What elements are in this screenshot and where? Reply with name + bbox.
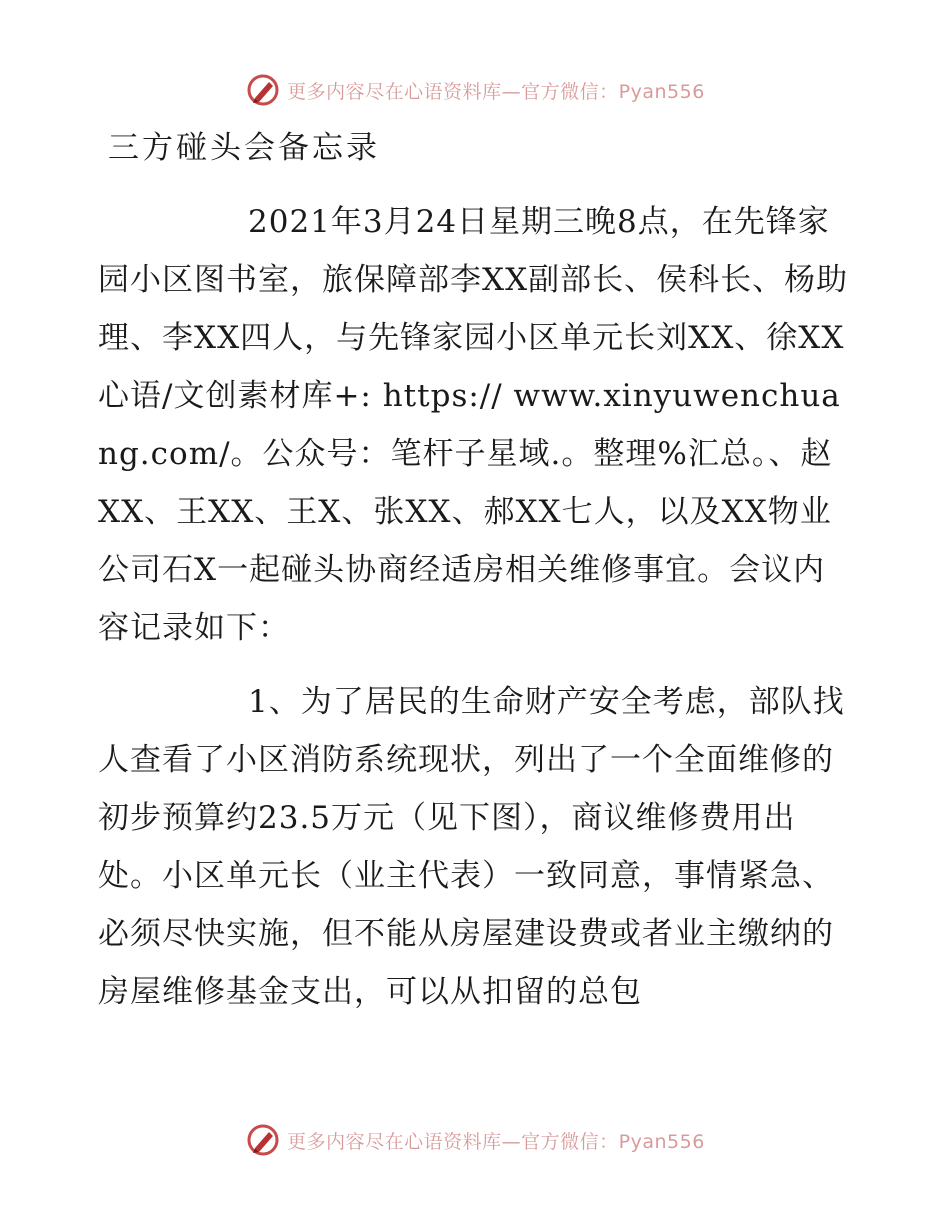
footer-watermark (0, 1120, 950, 1160)
paragraph-meeting-info: 2021年3月24日星期三晚8点，在先锋家园小区图书室，旅保障部李XX副部长、侯科长、杨助理、李XX四人，与先锋家园小区单元长刘XX、徐XX心语/文创素材库+: https:// www.xinyuwenchuang.com/。公众号：笔杆子星域.。整理%汇总。、赵XX、王XX、王X、张XX、郝XX七人，以及XX物业公司石X一起碰头协商经适房相关维修事宜。会议内容记录如下： (98, 204, 849, 646)
paragraph-item-1: 1、为了居民的生命财产安全考虑，部队找人查看了小区消防系统现状，列出了一个全面维修的初步预算约23.5万元（见下图），商议维修费用出处。小区单元长（业主代表）一致同意，事情紧急、必须尽快实施，但不能从房屋建设费或者业主缴纳的房屋维修基金支出，可以从扣留的总包 (98, 684, 845, 1010)
watermark-text: 更多内容尽在心语资料库—官方微信：Pyan556 (287, 1130, 705, 1153)
header-watermark (0, 70, 950, 110)
watermark-text: 更多内容尽在心语资料库—官方微信：Pyan556 (287, 80, 705, 103)
pen-logo-icon (245, 1122, 281, 1158)
document-title: 三方碰头会备忘录 (108, 130, 380, 166)
pen-logo-icon (245, 72, 281, 108)
